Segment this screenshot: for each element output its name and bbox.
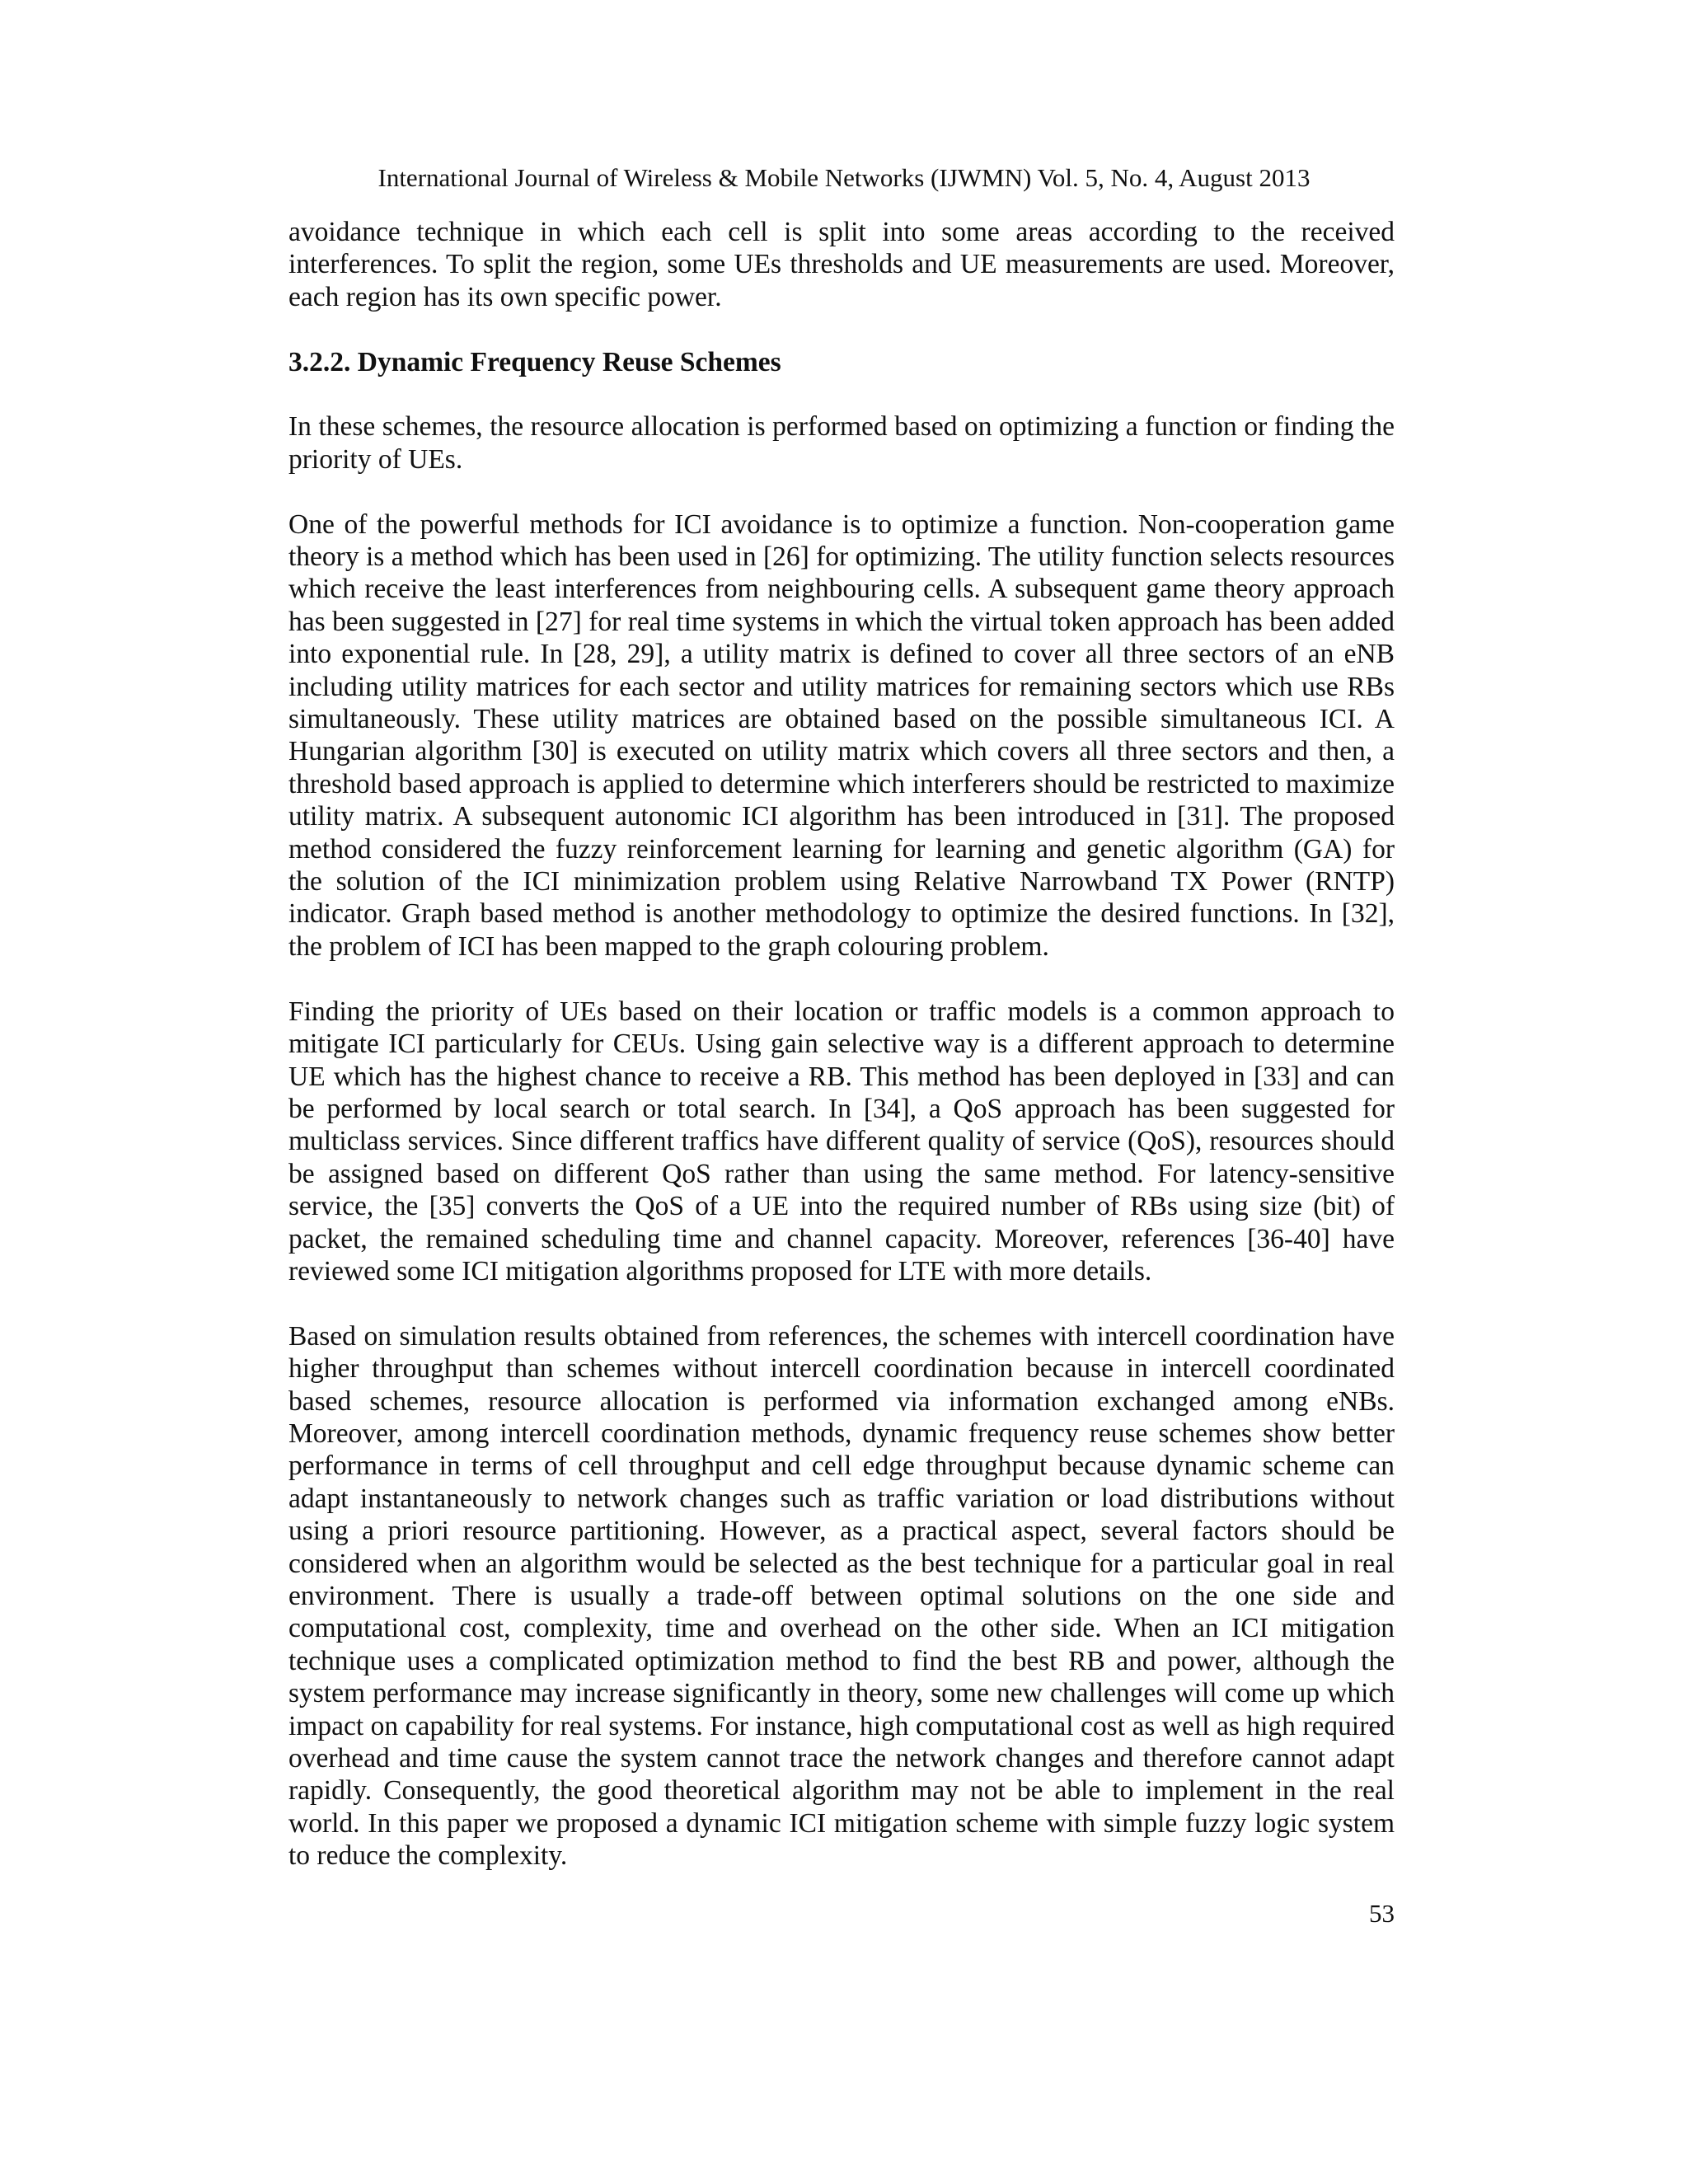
- paragraph-2: One of the powerful methods for ICI avoidance is to optimize a function. Non-cooperation game theory is a method which has been used in [26] for optimizing. The utility function selects resources which receive the least interferences from neighbouring cells. A subsequent game theory approach has been suggested in [27] for real time systems in which the virtual token approach has been added into exponential rule. In [28, 29], a utility matrix is defined to cover all three sectors of an eNB including utility matrices for each sector and utility matrices for remaining sectors which use RBs simultaneously. These utility matrices are obtained based on the possible simultaneous ICI. A Hungarian algorithm [30] is executed on utility matrix which covers all three sectors and then, a threshold based approach is applied to determine which interferers should be restricted to maximize utility matrix. A subsequent autonomic ICI algorithm has been introduced in [31]. The proposed method considered the fuzzy reinforcement learning for learning and genetic algorithm (GA) for the solution of the ICI minimization problem using Relative Narrowband TX Power (RNTP) indicator. Graph based method is another methodology to optimize the desired functions. In [32], the problem of ICI has been mapped to the graph colouring problem.: [288, 509, 1395, 962]
- paragraph-3: Finding the priority of UEs based on their location or traffic models is a common approach to mitigate ICI particularly for CEUs. Using gain selective way is a different approach to determine UE which has the highest chance to receive a RB. This method has been deployed in [33] and can be performed by local search or total search. In [34], a QoS approach has been suggested for multiclass services. Since different traffics have different quality of service (QoS), resources should be assigned based on different QoS rather than using the same method. For latency-sensitive service, the [35] converts the QoS of a UE into the required number of RBs using size (bit) of packet, the remained scheduling time and channel capacity. Moreover, references [36-40] have reviewed some ICI mitigation algorithms proposed for LTE with more details.: [288, 996, 1395, 1286]
- paragraph-1: In these schemes, the resource allocation is performed based on optimizing a function or finding the priority of UEs.: [288, 411, 1395, 475]
- section-heading: 3.2.2. Dynamic Frequency Reuse Schemes: [288, 346, 781, 377]
- running-header: International Journal of Wireless & Mobile Networks (IJWMN) Vol. 5, No. 4, August 2013: [377, 163, 1311, 192]
- page-number: 53: [1369, 1899, 1395, 1928]
- page-body: [288, 216, 1395, 1872]
- paragraph-4: Based on simulation results obtained from references, the schemes with intercell coordination have higher throughput than schemes without intercell coordination because in intercell coordinated based schemes, resource allocation is performed via information exchanged among eNBs. Moreover, among intercell coordination methods, dynamic frequency reuse schemes show better performance in terms of cell throughput and cell edge throughput because dynamic scheme can adapt instantaneously to network changes such as traffic variation or load distributions without using a priori resource partitioning. However, as a practical aspect, several factors should be considered when an algorithm would be selected as the best technique for a particular goal in real environment. There is usually a trade-off between optimal solutions on the one side and computational cost, complexity, time and overhead on the other side. When an ICI mitigation technique uses a complicated optimization method to find the best RB and power, although the system performance may increase significantly in theory, some new challenges will come up which impact on capability for real systems. For instance, high computational cost as well as high required overhead and time cause the system cannot trace the network changes and therefore cannot adapt rapidly. Consequently, the good theoretical algorithm may not be able to implement in the real world. In this paper we proposed a dynamic ICI mitigation scheme with simple fuzzy logic system to reduce the complexity.: [288, 1320, 1395, 1872]
- paragraph-intro: avoidance technique in which each cell is split into some areas according to the received interferences. To split the region, some UEs thresholds and UE measurements are used. Moreover, each region has its own specific power.: [288, 217, 1395, 312]
